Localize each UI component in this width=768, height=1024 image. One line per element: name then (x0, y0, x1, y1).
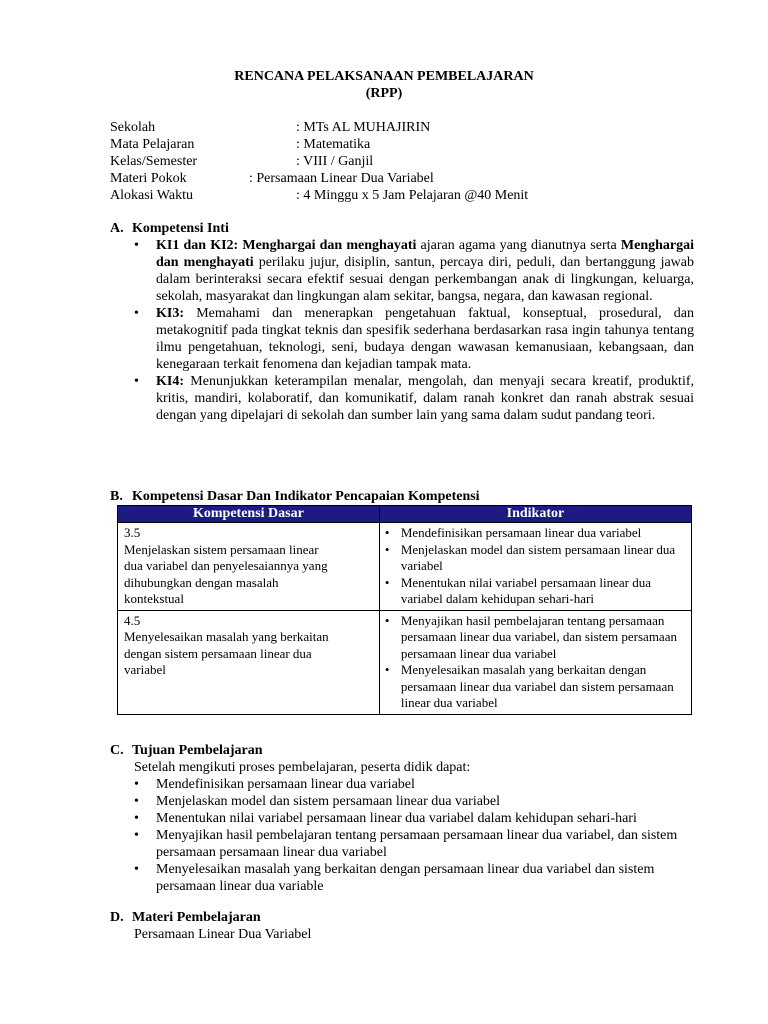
indikator-list (382, 525, 687, 608)
identity-value: : MTs AL MUHAJIRIN (296, 120, 431, 135)
list-item: • Menyajikan hasil pembelajaran tentang persamaan persamaan linear dua variabel, dan sistem persamaan persamaan linear dua variabel (134, 827, 694, 861)
item-text: perilaku jujur, disiplin, santun, percaya diri, peduli, dan bertanggung jawab dalam berinteraksi secara efektif sesuai dengan perkembangan anak di lingkungan, keluarga, sekolah, masyarakat dan lingkungan alam sekitar, bangsa, negara, dan kawasan regional. (156, 255, 694, 304)
section-letter: A. (110, 221, 124, 236)
tujuan-intro: Setelah mengikuti proses pembelajaran, peserta didik dapat: (134, 760, 471, 775)
document-title-block (0, 68, 768, 102)
item-bold: Menghargai dan menghayati (156, 238, 694, 270)
section-letter: D. (110, 910, 124, 925)
list-item: • Mendefinisikan persamaan linear dua variabel (382, 525, 687, 542)
list-item: • Menjelaskan model dan sistem persamaan linear dua variabel (382, 542, 687, 575)
section-title: Kompetensi Dasar Dan Indikator Pencapaian Kompetensi (132, 489, 480, 504)
list-item: • Menyelesaikan masalah yang berkaitan dengan persamaan linear dua variabel dan sistem persamaan linear dua variable (134, 861, 694, 895)
list-item: • Menyelesaikan masalah yang berkaitan dengan persamaan linear dua variabel dan sistem persamaan linear dua variabel (382, 662, 687, 712)
table-cell-kd (118, 610, 380, 714)
kd-text: Menjelaskan sistem persamaan linear dua variabel dan penyelesaiannya yang dihubungkan dengan masalah kontekstual (124, 541, 328, 606)
kd-number: 3.5 (124, 525, 141, 540)
section-a-heading (110, 220, 229, 237)
section-title: Kompetensi Inti (132, 221, 229, 236)
item-text: ajaran agama yang dianutnya serta (416, 238, 621, 253)
identity-label: Sekolah (110, 120, 156, 135)
identity-label: Alokasi Waktu (110, 188, 193, 203)
document-subtitle: (RPP) (365, 86, 403, 101)
list-item (134, 237, 694, 305)
identity-label: Materi Pokok (110, 171, 187, 186)
item-bold: KI3: (156, 306, 184, 321)
table-header-row (118, 506, 692, 523)
kompetensi-inti-list (134, 237, 694, 424)
table-row (118, 523, 692, 611)
section-letter: C. (110, 743, 124, 758)
table-header-kompetensi-dasar: Kompetensi Dasar (118, 506, 380, 523)
kd-text: Menyelesaikan masalah yang berkaitan dengan sistem persamaan linear dua variabel (124, 629, 329, 677)
list-item: • Menyajikan hasil pembelajaran tentang persamaan persamaan linear dua variabel, dan sistem persamaan persamaan linear dua variabel (382, 613, 687, 663)
list-item: • Menentukan nilai variabel persamaan linear dua variabel dalam kehidupan sehari-hari (382, 575, 687, 608)
list-item (134, 305, 694, 373)
item-bold: KI4: (156, 374, 184, 389)
kd-number: 4.5 (124, 612, 141, 628)
materi-text: Persamaan Linear Dua Variabel (134, 927, 312, 942)
section-title: Tujuan Pembelajaran (132, 743, 263, 758)
identity-value: : Matematika (296, 137, 371, 152)
table-cell-indikator (379, 523, 691, 611)
identity-label: Mata Pelajaran (110, 137, 195, 152)
document-title: RENCANA PELAKSANAAN PEMBELAJARAN (234, 69, 534, 84)
item-bold: KI1 dan KI2: Menghargai dan menghayati (156, 238, 417, 253)
item-text: Memahami dan menerapkan pengetahuan faktual, konseptual, prosedural, dan metakognitif pada tingkat teknis dan spesifik sederhana berdasarkan rasa ingin tahunya tentang ilmu pengetahuan, teknologi, seni, budaya dengan wawasan kemanusiaan, kebangsaan, dan kenegaraan terkait fenomena dan kejadian tampak mata. (156, 306, 694, 372)
table-header-indikator: Indikator (379, 506, 691, 523)
identity-value: : Persamaan Linear Dua Variabel (249, 171, 434, 186)
kompetensi-table (117, 505, 692, 715)
indikator-list (382, 613, 687, 712)
table-row (118, 610, 692, 714)
tujuan-list (134, 776, 694, 895)
section-d-heading (110, 909, 261, 926)
section-c-heading (110, 742, 263, 759)
list-item: • Menjelaskan model dan sistem persamaan linear dua variabel (134, 793, 694, 810)
table-cell-indikator (379, 610, 691, 714)
identity-value: : VIII / Ganjil (296, 154, 374, 169)
list-item: • Mendefinisikan persamaan linear dua variabel (134, 776, 694, 793)
section-letter: B. (110, 489, 123, 504)
section-b-heading (110, 488, 480, 505)
section-title: Materi Pembelajaran (132, 910, 261, 925)
identity-label: Kelas/Semester (110, 154, 198, 169)
list-item (134, 373, 694, 424)
table-cell-kd (118, 523, 380, 611)
list-item: • Menentukan nilai variabel persamaan linear dua variabel dalam kehidupan sehari-hari (134, 810, 694, 827)
identity-value: : 4 Minggu x 5 Jam Pelajaran @40 Menit (296, 188, 529, 203)
item-text: Menunjukkan keterampilan menalar, mengolah, dan menyaji secara kreatif, produktif, kritis, mandiri, kolaboratif, dan komunikatif, dalam ranah konkret dan ranah abstrak sesuai dengan yang dipelajari di sekolah dan sumber lain yang sama dalam sudut pandang teori. (156, 374, 694, 423)
